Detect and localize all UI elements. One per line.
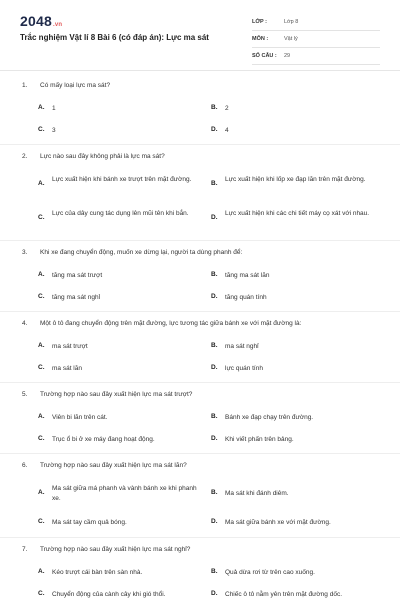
meta-label: MÔN : — [252, 36, 269, 42]
question-text: 5. Trường hợp nào sau đây xuất hiện lực ma sát trượt? — [22, 391, 193, 398]
page-header — [0, 0, 400, 70]
meta-row-class — [252, 14, 380, 31]
question-text: 7. Trường hợp nào sau đây xuất hiện lực ma sát nghỉ? — [22, 546, 191, 553]
question-separator — [0, 144, 400, 145]
question-text: 6. Trường hợp nào sau đây xuất hiện lực ma sát lăn? — [22, 462, 187, 469]
question-text: 4. Một ô tô đang chuyển động trên mặt đường, lực tương tác giữa bánh xe với mặt đường là: — [22, 320, 302, 327]
site-logo[interactable] — [20, 13, 62, 29]
meta-label: SỐ CÂU : — [252, 53, 277, 59]
question-separator — [0, 382, 400, 383]
logo-suffix: .vn — [52, 22, 63, 28]
header-divider — [0, 70, 400, 71]
meta-label: LỚP : — [252, 19, 267, 25]
logo-main: 2048 — [20, 13, 52, 29]
meta-table — [252, 14, 380, 65]
document-title: Trắc nghiệm Vật lí 8 Bài 6 (có đáp án): Lực ma sát — [20, 33, 209, 42]
meta-value: Vật lý — [284, 36, 298, 42]
question-text: 3. Khi xe đang chuyển động, muốn xe dừng lại, người ta dùng phanh để: — [22, 249, 243, 256]
question-separator — [0, 311, 400, 312]
question-separator — [0, 537, 400, 538]
question-text: 1. Có mấy loại lực ma sát? — [22, 82, 111, 89]
question-separator — [0, 240, 400, 241]
meta-row-count — [252, 48, 380, 65]
meta-row-subject — [252, 31, 380, 48]
question-text: 2. Lực nào sau đây không phải là lực ma sát? — [22, 153, 165, 160]
meta-value: Lớp 8 — [284, 19, 299, 25]
question-separator — [0, 453, 400, 454]
meta-value: 29 — [284, 53, 291, 59]
